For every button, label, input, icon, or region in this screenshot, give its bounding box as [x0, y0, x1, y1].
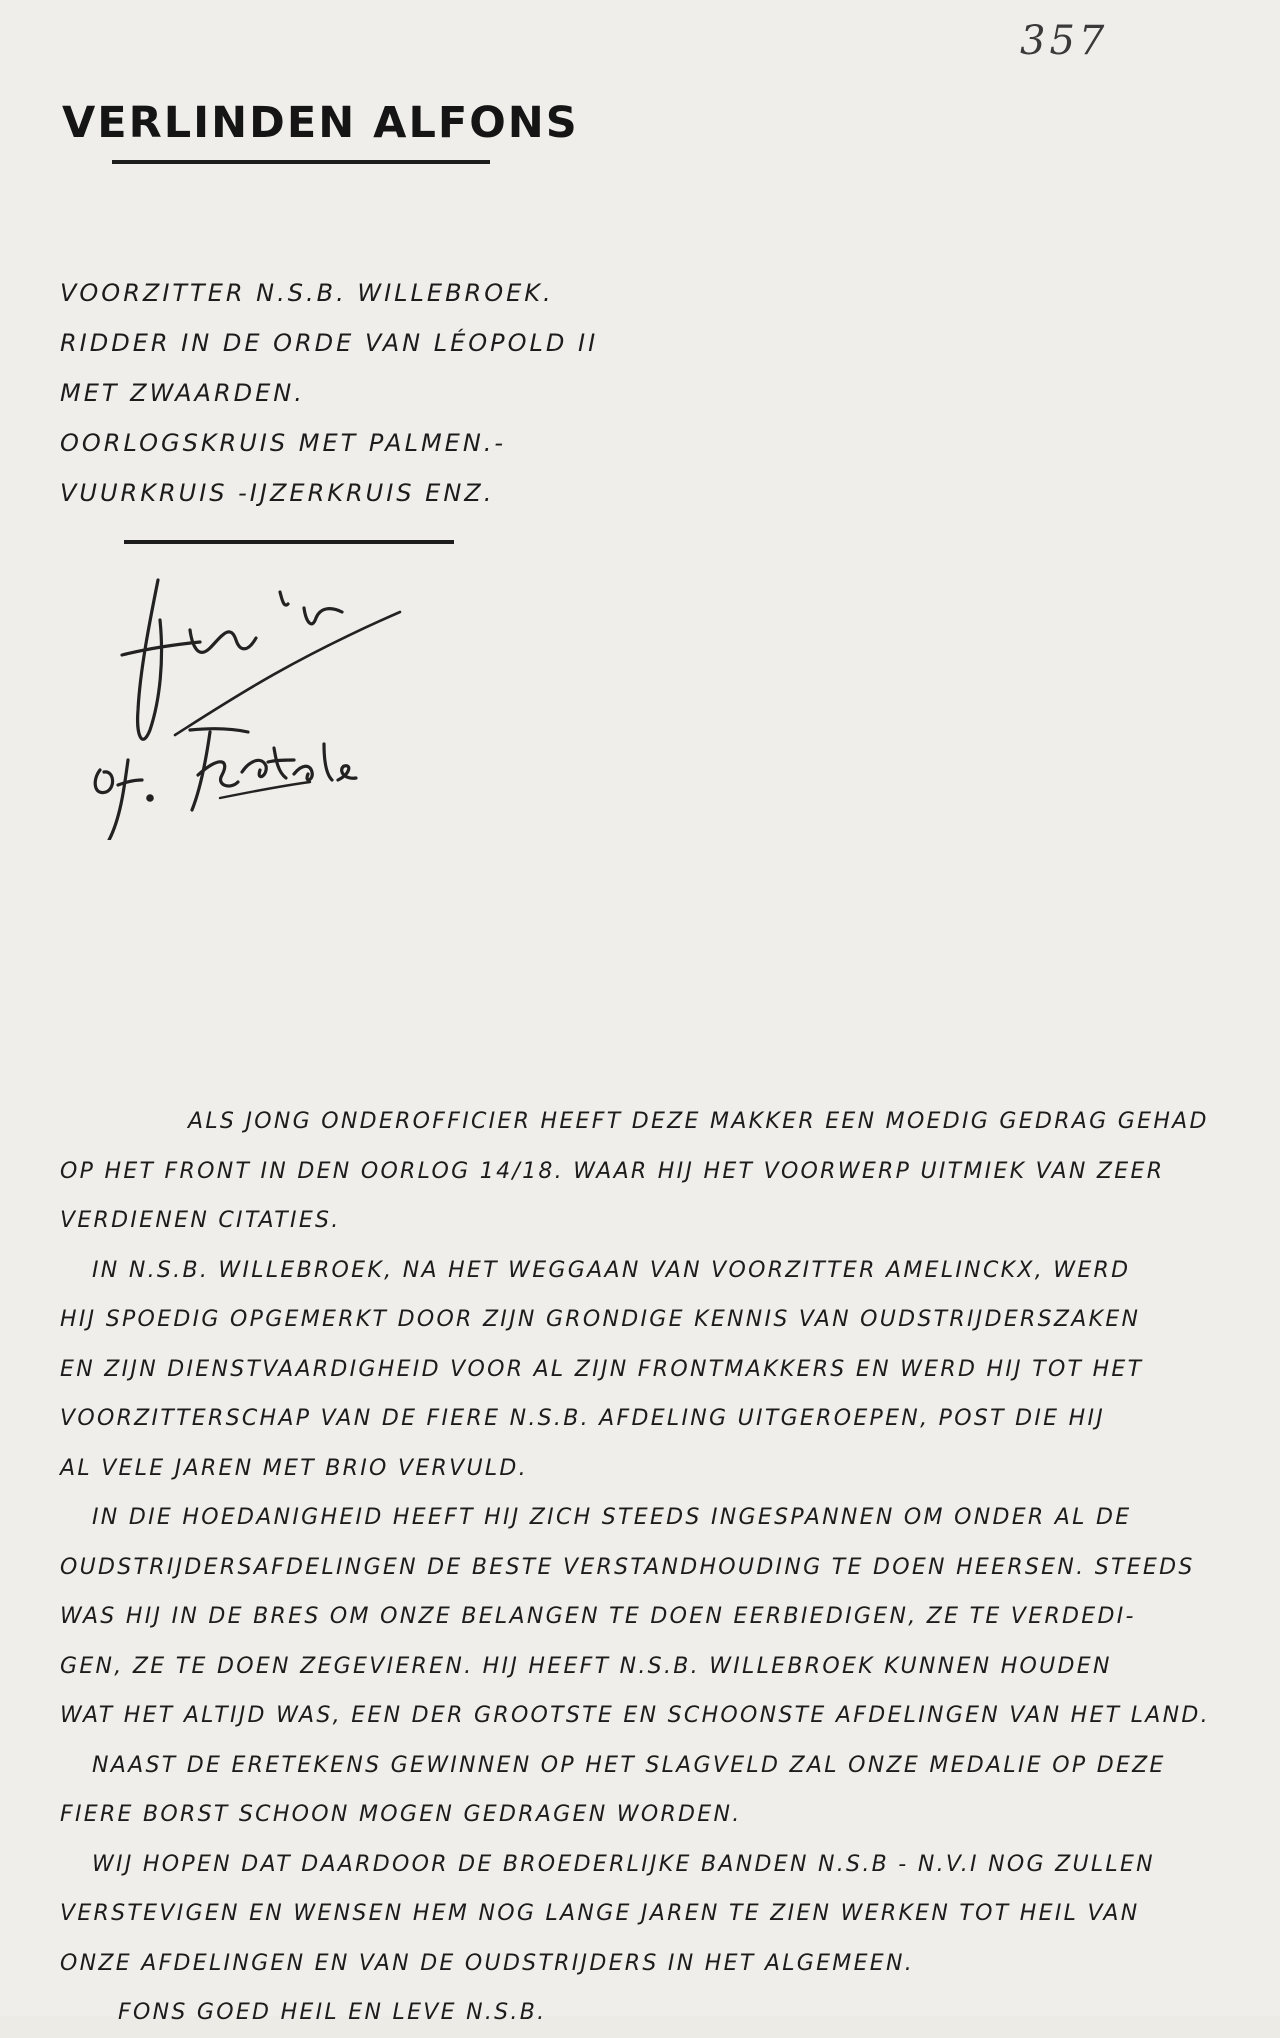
body-line: OP HET FRONT IN DEN OORLOG 14/18. WAAR HIJ HET VOORWERP UITMIEK VAN ZEER [60, 1158, 1165, 1184]
honour-line: VUURKRUIS -IJZERKRUIS ENZ. [60, 479, 495, 507]
honour-line: VOORZITTER N.S.B. WILLEBROEK. [60, 279, 554, 307]
page-number: 357 [1020, 18, 1109, 64]
body-line: ONZE AFDELINGEN EN VAN DE OUDSTRIJDERS IN HET ALGEMEEN. [60, 1950, 915, 1976]
body-line: WAS HIJ IN DE BRES OM ONZE BELANGEN TE DOEN EERBIEDIGEN, ZE TE VERDEDI- [60, 1604, 1136, 1629]
body-line: OUDSTRIJDERSAFDELINGEN DE BESTE VERSTANDHOUDING TE DOEN HEERSEN. STEEDS [60, 1554, 1195, 1580]
honours-list [60, 268, 598, 518]
body-line: FONS GOED HEIL EN LEVE N.S.B. [118, 2000, 547, 2025]
body-line: FIERE BORST SCHOON MOGEN GEDRAGEN WORDEN. [60, 1802, 742, 1827]
page-title: VERLINDEN ALFONS [62, 98, 579, 148]
body-line: GEN, ZE TE DOEN ZEGEVIEREN. HIJ HEEFT N.S.B. WILLEBROEK KUNNEN HOUDEN [60, 1653, 1112, 1679]
body-line: AL VELE JAREN MET BRIO VERVULD. [60, 1455, 528, 1481]
separator-line [124, 540, 454, 544]
body-line: IN DIE HOEDANIGHEID HEEFT HIJ ZICH STEEDS INGESPANNEN OM ONDER AL DE [92, 1505, 1132, 1530]
honour-line: OORLOGSKRUIS MET PALMEN.- [60, 429, 507, 457]
body-line: WIJ HOPEN DAT DAARDOOR DE BROEDERLIJKE BANDEN N.S.B - N.V.I NOG ZULLEN [92, 1851, 1155, 1877]
handwritten-signature [80, 560, 440, 840]
title-underline [112, 160, 490, 164]
body-line: ALS JONG ONDEROFFICIER HEEFT DEZE MAKKER EEN MOEDIG GEDRAG GEHAD [188, 1109, 1209, 1134]
body-line: WAT HET ALTIJD WAS, EEN DER GROOTSTE EN SCHOONSTE AFDELINGEN VAN HET LAND. [60, 1703, 1210, 1728]
body-line: VERSTEVIGEN EN WENSEN HEM NOG LANGE JAREN TE ZIEN WERKEN TOT HEIL VAN [60, 1901, 1140, 1926]
honour-line: MET ZWAARDEN. [60, 379, 305, 407]
body-line: HIJ SPOEDIG OPGEMERKT DOOR ZIJN GRONDIGE KENNIS VAN OUDSTRIJDERSZAKEN [60, 1307, 1141, 1332]
body-line: EN ZIJN DIENSTVAARDIGHEID VOOR AL ZIJN FRONTMAKKERS EN WERD HIJ TOT HET [60, 1356, 1144, 1382]
letter-body [60, 1097, 1280, 2038]
body-line: IN N.S.B. WILLEBROEK, NA HET WEGGAAN VAN VOORZITTER AMELINCKX, WERD [92, 1257, 1131, 1283]
body-line: VERDIENEN CITATIES. [60, 1208, 341, 1233]
body-line: NAAST DE ERETEKENS GEWINNEN OP HET SLAGVELD ZAL ONZE MEDALIE OP DEZE [92, 1752, 1166, 1778]
honour-line: RIDDER IN DE ORDE VAN LÉOPOLD II [60, 329, 599, 357]
body-line: VOORZITTERSCHAP VAN DE FIERE N.S.B. AFDELING UITGEROEPEN, POST DIE HIJ [60, 1406, 1106, 1431]
